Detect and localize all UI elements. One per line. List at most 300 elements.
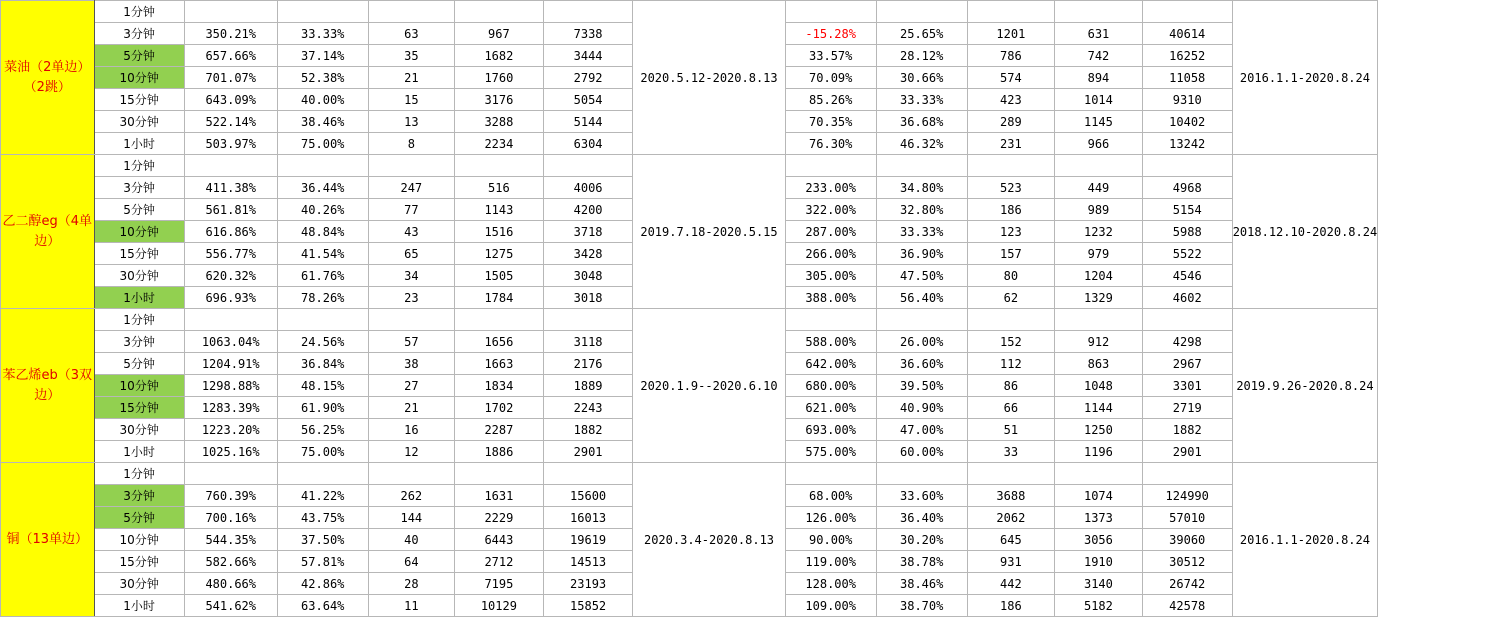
metric-a-cell[interactable]: 3048 [543,265,633,287]
metric-a-cell[interactable]: 503.97% [184,133,277,155]
metric-b-cell[interactable]: 85.26% [785,89,876,111]
metric-a-cell[interactable]: 43.75% [277,507,368,529]
metric-a-cell[interactable]: 1834 [455,375,544,397]
metric-b-cell[interactable]: 38.46% [876,573,967,595]
metric-a-cell[interactable]: 3718 [543,221,633,243]
backtest-period-cell[interactable]: 2020.5.12-2020.8.13 [633,1,785,155]
timeframe-cell[interactable]: 30分钟 [94,111,184,133]
metric-a-cell[interactable] [368,155,454,177]
metric-b-cell[interactable]: 4546 [1142,265,1232,287]
metric-b-cell[interactable]: 989 [1055,199,1143,221]
metric-b-cell[interactable] [785,463,876,485]
metric-b-cell[interactable]: 3301 [1142,375,1232,397]
metric-b-cell[interactable]: 157 [967,243,1055,265]
metric-a-cell[interactable]: 24.56% [277,331,368,353]
metric-b-cell[interactable]: 40614 [1142,23,1232,45]
metric-a-cell[interactable] [184,1,277,23]
metric-b-cell[interactable]: 33.33% [876,89,967,111]
metric-a-cell[interactable]: 40.00% [277,89,368,111]
metric-b-cell[interactable]: 30.20% [876,529,967,551]
metric-b-cell[interactable]: 1329 [1055,287,1143,309]
metric-a-cell[interactable]: 1631 [455,485,544,507]
metric-b-cell[interactable] [1055,463,1143,485]
metric-b-cell[interactable] [876,155,967,177]
timeframe-cell[interactable]: 5分钟 [94,199,184,221]
metric-b-cell[interactable]: 57010 [1142,507,1232,529]
metric-b-cell[interactable]: 931 [967,551,1055,573]
metric-b-cell[interactable]: 575.00% [785,441,876,463]
metric-b-cell[interactable]: 631 [1055,23,1143,45]
metric-b-cell[interactable] [967,1,1055,23]
metric-a-cell[interactable] [277,463,368,485]
metric-b-cell[interactable] [785,309,876,331]
metric-a-cell[interactable]: 262 [368,485,454,507]
metric-b-cell[interactable]: 1048 [1055,375,1143,397]
metric-b-cell[interactable]: 109.00% [785,595,876,617]
metric-a-cell[interactable]: 48.84% [277,221,368,243]
metric-b-cell[interactable]: 1204 [1055,265,1143,287]
timeframe-cell[interactable]: 5分钟 [94,353,184,375]
metric-b-cell[interactable]: 16252 [1142,45,1232,67]
timeframe-cell[interactable]: 5分钟 [94,45,184,67]
metric-b-cell[interactable]: 36.60% [876,353,967,375]
metric-a-cell[interactable]: 36.44% [277,177,368,199]
metric-a-cell[interactable]: 1275 [455,243,544,265]
metric-a-cell[interactable]: 2234 [455,133,544,155]
metric-b-cell[interactable]: 39.50% [876,375,967,397]
timeframe-cell[interactable]: 15分钟 [94,397,184,419]
metric-a-cell[interactable]: 480.66% [184,573,277,595]
metric-a-cell[interactable]: 6304 [543,133,633,155]
metric-a-cell[interactable]: 1283.39% [184,397,277,419]
metric-a-cell[interactable]: 3018 [543,287,633,309]
metric-b-cell[interactable] [785,155,876,177]
metric-b-cell[interactable]: 34.80% [876,177,967,199]
metric-a-cell[interactable]: 1505 [455,265,544,287]
metric-b-cell[interactable]: 36.68% [876,111,967,133]
metric-b-cell[interactable]: 40.90% [876,397,967,419]
metric-a-cell[interactable]: 38.46% [277,111,368,133]
metric-b-cell[interactable]: 442 [967,573,1055,595]
metric-a-cell[interactable] [455,463,544,485]
metric-b-cell[interactable]: 26.00% [876,331,967,353]
metric-a-cell[interactable]: 1889 [543,375,633,397]
metric-a-cell[interactable] [455,1,544,23]
metric-b-cell[interactable]: 33.33% [876,221,967,243]
metric-a-cell[interactable]: 27 [368,375,454,397]
metric-a-cell[interactable]: 75.00% [277,441,368,463]
metric-a-cell[interactable]: 556.77% [184,243,277,265]
metric-b-cell[interactable]: 90.00% [785,529,876,551]
metric-a-cell[interactable]: 1663 [455,353,544,375]
metric-b-cell[interactable]: 266.00% [785,243,876,265]
timeframe-cell[interactable]: 15分钟 [94,89,184,111]
metric-b-cell[interactable] [967,309,1055,331]
metric-a-cell[interactable]: 48.15% [277,375,368,397]
metric-b-cell[interactable]: 574 [967,67,1055,89]
metric-b-cell[interactable]: 124990 [1142,485,1232,507]
metric-a-cell[interactable]: 522.14% [184,111,277,133]
metric-b-cell[interactable]: 863 [1055,353,1143,375]
metric-b-cell[interactable]: 38.78% [876,551,967,573]
metric-b-cell[interactable]: 4602 [1142,287,1232,309]
timeframe-cell[interactable]: 30分钟 [94,573,184,595]
metric-a-cell[interactable]: 657.66% [184,45,277,67]
metric-b-cell[interactable]: 62 [967,287,1055,309]
metric-b-cell[interactable]: 4298 [1142,331,1232,353]
metric-b-cell[interactable] [876,1,967,23]
timeframe-cell[interactable]: 5分钟 [94,507,184,529]
metric-b-cell[interactable]: 4968 [1142,177,1232,199]
metric-b-cell[interactable] [1142,1,1232,23]
metric-a-cell[interactable]: 15600 [543,485,633,507]
metric-b-cell[interactable]: 46.32% [876,133,967,155]
metric-b-cell[interactable]: 645 [967,529,1055,551]
metric-a-cell[interactable]: 41.54% [277,243,368,265]
metric-a-cell[interactable]: 350.21% [184,23,277,45]
timeframe-cell[interactable]: 15分钟 [94,551,184,573]
metric-b-cell[interactable] [1142,463,1232,485]
timeframe-cell[interactable]: 3分钟 [94,331,184,353]
metric-a-cell[interactable]: 8 [368,133,454,155]
metric-b-cell[interactable]: 423 [967,89,1055,111]
metric-a-cell[interactable]: 3118 [543,331,633,353]
metric-b-cell[interactable]: 693.00% [785,419,876,441]
metric-b-cell[interactable]: 966 [1055,133,1143,155]
metric-b-cell[interactable]: 70.35% [785,111,876,133]
metric-a-cell[interactable]: 3444 [543,45,633,67]
metric-a-cell[interactable]: 28 [368,573,454,595]
metric-a-cell[interactable]: 12 [368,441,454,463]
full-period-cell[interactable]: 2019.9.26-2020.8.24 [1232,309,1378,463]
metric-b-cell[interactable]: 13242 [1142,133,1232,155]
timeframe-cell[interactable]: 3分钟 [94,23,184,45]
metric-b-cell[interactable]: 51 [967,419,1055,441]
timeframe-cell[interactable]: 3分钟 [94,485,184,507]
metric-b-cell[interactable]: 26742 [1142,573,1232,595]
metric-a-cell[interactable]: 541.62% [184,595,277,617]
metric-b-cell[interactable]: 588.00% [785,331,876,353]
metric-a-cell[interactable] [543,463,633,485]
metric-b-cell[interactable]: 30.66% [876,67,967,89]
metric-a-cell[interactable]: 582.66% [184,551,277,573]
metric-a-cell[interactable]: 37.14% [277,45,368,67]
metric-a-cell[interactable]: 7338 [543,23,633,45]
metric-a-cell[interactable]: 61.90% [277,397,368,419]
metric-b-cell[interactable]: 894 [1055,67,1143,89]
metric-a-cell[interactable] [455,155,544,177]
metric-a-cell[interactable]: 77 [368,199,454,221]
metric-a-cell[interactable]: 40 [368,529,454,551]
metric-b-cell[interactable]: 68.00% [785,485,876,507]
metric-a-cell[interactable] [368,463,454,485]
metric-b-cell[interactable]: 3140 [1055,573,1143,595]
metric-a-cell[interactable]: 37.50% [277,529,368,551]
metric-a-cell[interactable] [184,155,277,177]
metric-b-cell[interactable]: 5988 [1142,221,1232,243]
metric-a-cell[interactable]: 21 [368,67,454,89]
metric-b-cell[interactable]: 742 [1055,45,1143,67]
metric-b-cell[interactable]: 76.30% [785,133,876,155]
metric-b-cell[interactable]: 9310 [1142,89,1232,111]
metric-a-cell[interactable] [368,1,454,23]
metric-a-cell[interactable] [277,1,368,23]
metric-a-cell[interactable]: 11 [368,595,454,617]
metric-a-cell[interactable]: 1656 [455,331,544,353]
metric-b-cell[interactable]: 33 [967,441,1055,463]
metric-a-cell[interactable]: 2712 [455,551,544,573]
metric-a-cell[interactable]: 16013 [543,507,633,529]
timeframe-cell[interactable]: 1小时 [94,287,184,309]
metric-b-cell[interactable]: 30512 [1142,551,1232,573]
metric-a-cell[interactable]: 23 [368,287,454,309]
full-period-cell[interactable]: 2016.1.1-2020.8.24 [1232,463,1378,617]
timeframe-cell[interactable]: 1小时 [94,441,184,463]
backtest-period-cell[interactable]: 2020.1.9--2020.6.10 [633,309,785,463]
metric-b-cell[interactable]: 60.00% [876,441,967,463]
metric-b-cell[interactable]: 128.00% [785,573,876,595]
metric-b-cell[interactable]: 33.60% [876,485,967,507]
metric-b-cell[interactable]: 1014 [1055,89,1143,111]
metric-a-cell[interactable]: 967 [455,23,544,45]
metric-b-cell[interactable] [1142,155,1232,177]
metric-a-cell[interactable] [184,463,277,485]
metric-a-cell[interactable] [543,309,633,331]
metric-b-cell[interactable]: 47.50% [876,265,967,287]
metric-a-cell[interactable]: 1143 [455,199,544,221]
metric-a-cell[interactable]: 516 [455,177,544,199]
metric-a-cell[interactable]: 75.00% [277,133,368,155]
metric-b-cell[interactable]: 2062 [967,507,1055,529]
metric-a-cell[interactable]: 1784 [455,287,544,309]
metric-a-cell[interactable]: 61.76% [277,265,368,287]
instrument-name-cell[interactable]: 菜油（2单边）（2跳） [1,1,95,155]
metric-b-cell[interactable]: 5154 [1142,199,1232,221]
metric-b-cell[interactable]: 1882 [1142,419,1232,441]
metric-a-cell[interactable]: 1204.91% [184,353,277,375]
metric-b-cell[interactable]: 1145 [1055,111,1143,133]
metric-a-cell[interactable]: 42.86% [277,573,368,595]
metric-b-cell[interactable]: 680.00% [785,375,876,397]
metric-b-cell[interactable]: 36.40% [876,507,967,529]
metric-b-cell[interactable]: 152 [967,331,1055,353]
metric-b-cell[interactable]: 3688 [967,485,1055,507]
metric-b-cell[interactable]: 305.00% [785,265,876,287]
metric-b-cell[interactable]: 126.00% [785,507,876,529]
metric-a-cell[interactable]: 561.81% [184,199,277,221]
backtest-period-cell[interactable]: 2020.3.4-2020.8.13 [633,463,785,617]
metric-a-cell[interactable]: 2243 [543,397,633,419]
metric-b-cell[interactable]: 621.00% [785,397,876,419]
metric-b-cell[interactable]: 786 [967,45,1055,67]
metric-b-cell[interactable]: 186 [967,199,1055,221]
metric-a-cell[interactable]: 1298.88% [184,375,277,397]
metric-a-cell[interactable]: 13 [368,111,454,133]
metric-a-cell[interactable]: 616.86% [184,221,277,243]
metric-a-cell[interactable]: 2287 [455,419,544,441]
metric-b-cell[interactable]: 42578 [1142,595,1232,617]
metric-a-cell[interactable] [277,155,368,177]
metric-a-cell[interactable]: 10129 [455,595,544,617]
metric-a-cell[interactable]: 1760 [455,67,544,89]
metric-a-cell[interactable]: 33.33% [277,23,368,45]
metric-a-cell[interactable]: 2901 [543,441,633,463]
metric-b-cell[interactable]: 388.00% [785,287,876,309]
instrument-name-cell[interactable]: 乙二醇eg（4单边） [1,155,95,309]
metric-a-cell[interactable]: 1682 [455,45,544,67]
timeframe-cell[interactable]: 1小时 [94,133,184,155]
timeframe-cell[interactable]: 1分钟 [94,1,184,23]
metric-a-cell[interactable]: 1025.16% [184,441,277,463]
metric-a-cell[interactable]: 19619 [543,529,633,551]
timeframe-cell[interactable]: 1分钟 [94,463,184,485]
metric-a-cell[interactable]: 14513 [543,551,633,573]
timeframe-cell[interactable]: 1分钟 [94,155,184,177]
metric-b-cell[interactable]: 123 [967,221,1055,243]
metric-b-cell[interactable]: 1144 [1055,397,1143,419]
metric-a-cell[interactable]: 40.26% [277,199,368,221]
full-period-cell[interactable]: 2018.12.10-2020.8.24 [1232,155,1378,309]
metric-a-cell[interactable]: 63 [368,23,454,45]
metric-a-cell[interactable]: 700.16% [184,507,277,529]
metric-b-cell[interactable] [1142,309,1232,331]
metric-b-cell[interactable]: 231 [967,133,1055,155]
metric-b-cell[interactable]: 642.00% [785,353,876,375]
metric-a-cell[interactable] [455,309,544,331]
metric-a-cell[interactable]: 15852 [543,595,633,617]
timeframe-cell[interactable]: 1分钟 [94,309,184,331]
timeframe-cell[interactable]: 15分钟 [94,243,184,265]
metric-a-cell[interactable]: 43 [368,221,454,243]
metric-a-cell[interactable]: 1516 [455,221,544,243]
timeframe-cell[interactable]: 10分钟 [94,221,184,243]
metric-b-cell[interactable]: 25.65% [876,23,967,45]
metric-a-cell[interactable]: 21 [368,397,454,419]
backtest-period-cell[interactable]: 2019.7.18-2020.5.15 [633,155,785,309]
timeframe-cell[interactable]: 10分钟 [94,67,184,89]
metric-b-cell[interactable]: 33.57% [785,45,876,67]
metric-a-cell[interactable]: 78.26% [277,287,368,309]
metric-a-cell[interactable]: 3428 [543,243,633,265]
metric-a-cell[interactable]: 696.93% [184,287,277,309]
metric-a-cell[interactable]: 4006 [543,177,633,199]
metric-b-cell[interactable] [967,155,1055,177]
metric-a-cell[interactable]: 36.84% [277,353,368,375]
metric-b-cell[interactable]: 287.00% [785,221,876,243]
metric-a-cell[interactable]: 3288 [455,111,544,133]
metric-a-cell[interactable]: 544.35% [184,529,277,551]
metric-a-cell[interactable]: 1063.04% [184,331,277,353]
timeframe-cell[interactable]: 1小时 [94,595,184,617]
metric-a-cell[interactable]: 2792 [543,67,633,89]
metric-b-cell[interactable] [785,1,876,23]
metric-a-cell[interactable]: 247 [368,177,454,199]
metric-a-cell[interactable]: 64 [368,551,454,573]
metric-b-cell[interactable]: 979 [1055,243,1143,265]
metric-a-cell[interactable]: 38 [368,353,454,375]
metric-b-cell[interactable]: 186 [967,595,1055,617]
metric-b-cell[interactable]: 2901 [1142,441,1232,463]
metric-b-cell[interactable]: 523 [967,177,1055,199]
metric-b-cell[interactable]: 1232 [1055,221,1143,243]
metric-a-cell[interactable]: 5054 [543,89,633,111]
metric-b-cell[interactable]: 56.40% [876,287,967,309]
metric-a-cell[interactable]: 56.25% [277,419,368,441]
metric-b-cell[interactable]: 10402 [1142,111,1232,133]
timeframe-cell[interactable]: 30分钟 [94,419,184,441]
metric-b-cell[interactable] [1055,155,1143,177]
metric-a-cell[interactable]: 34 [368,265,454,287]
metric-a-cell[interactable] [543,1,633,23]
metric-a-cell[interactable] [184,309,277,331]
metric-b-cell[interactable]: 233.00% [785,177,876,199]
metric-a-cell[interactable]: 3176 [455,89,544,111]
metric-b-cell[interactable]: 1201 [967,23,1055,45]
metric-b-cell[interactable] [967,463,1055,485]
full-period-cell[interactable]: 2016.1.1-2020.8.24 [1232,1,1378,155]
metric-b-cell[interactable]: 449 [1055,177,1143,199]
metric-b-cell[interactable]: 86 [967,375,1055,397]
metric-b-cell[interactable]: 11058 [1142,67,1232,89]
metric-a-cell[interactable]: 701.07% [184,67,277,89]
metric-b-cell[interactable]: 289 [967,111,1055,133]
metric-a-cell[interactable] [543,155,633,177]
metric-a-cell[interactable]: 57.81% [277,551,368,573]
metric-b-cell[interactable]: 38.70% [876,595,967,617]
metric-a-cell[interactable]: 620.32% [184,265,277,287]
metric-a-cell[interactable]: 2176 [543,353,633,375]
metric-b-cell[interactable]: 80 [967,265,1055,287]
metric-b-cell[interactable]: 322.00% [785,199,876,221]
metric-a-cell[interactable]: 1223.20% [184,419,277,441]
timeframe-cell[interactable]: 10分钟 [94,375,184,397]
metric-a-cell[interactable] [277,309,368,331]
metric-a-cell[interactable]: 57 [368,331,454,353]
metric-b-cell[interactable]: 47.00% [876,419,967,441]
metric-b-cell[interactable]: 1250 [1055,419,1143,441]
metric-b-cell[interactable] [876,309,967,331]
metric-a-cell[interactable]: 1702 [455,397,544,419]
metric-b-cell[interactable] [876,463,967,485]
instrument-name-cell[interactable]: 苯乙烯eb（3双边） [1,309,95,463]
metric-a-cell[interactable]: 16 [368,419,454,441]
metric-a-cell[interactable]: 63.64% [277,595,368,617]
instrument-name-cell[interactable]: 铜（13单边） [1,463,95,617]
metric-a-cell[interactable]: 760.39% [184,485,277,507]
metric-a-cell[interactable]: 5144 [543,111,633,133]
metric-b-cell[interactable]: 66 [967,397,1055,419]
metric-b-cell[interactable]: 5522 [1142,243,1232,265]
metric-b-cell[interactable]: 1196 [1055,441,1143,463]
metric-a-cell[interactable]: 52.38% [277,67,368,89]
metric-b-cell[interactable]: 39060 [1142,529,1232,551]
metric-b-cell[interactable]: 70.09% [785,67,876,89]
metric-a-cell[interactable]: 7195 [455,573,544,595]
metric-b-cell[interactable]: 112 [967,353,1055,375]
metric-b-cell[interactable]: 3056 [1055,529,1143,551]
metric-b-cell[interactable]: 119.00% [785,551,876,573]
metric-a-cell[interactable]: 6443 [455,529,544,551]
metric-b-cell[interactable]: 2967 [1142,353,1232,375]
metric-a-cell[interactable]: 1886 [455,441,544,463]
metric-b-cell[interactable] [1055,1,1143,23]
metric-a-cell[interactable]: 15 [368,89,454,111]
metric-a-cell[interactable]: 2229 [455,507,544,529]
metric-b-cell[interactable]: 1373 [1055,507,1143,529]
metric-a-cell[interactable]: 23193 [543,573,633,595]
metric-b-cell[interactable]: 1074 [1055,485,1143,507]
metric-a-cell[interactable]: 4200 [543,199,633,221]
